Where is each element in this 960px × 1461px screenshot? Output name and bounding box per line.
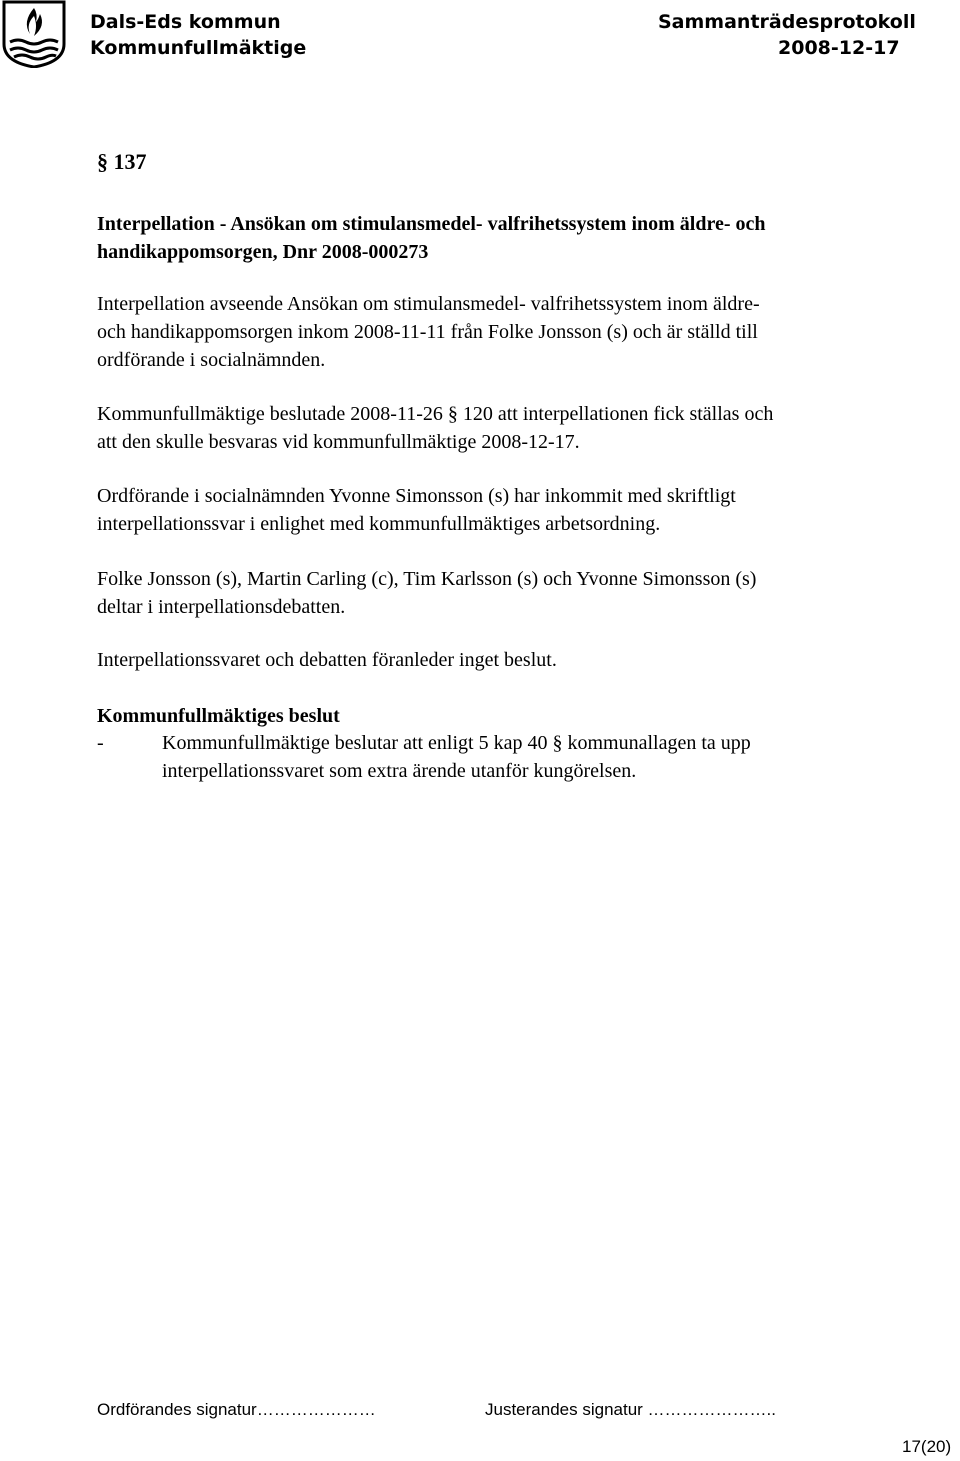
paragraph-line: Interpellationssvaret och debatten föranleder inget beslut. bbox=[97, 649, 557, 671]
body-name: Kommunfullmäktige bbox=[90, 37, 307, 59]
decision-line: Kommunfullmäktige beslutar att enligt 5 kap 40 § kommunallagen ta upp bbox=[162, 732, 751, 754]
paragraph-line: deltar i interpellationsdebatten. bbox=[97, 596, 346, 618]
paragraph-line: Kommunfullmäktige beslutade 2008-11-26 § 120 att interpellationen fick ställas och bbox=[97, 403, 774, 425]
paragraph bbox=[97, 565, 917, 621]
paragraph-line: att den skulle besvaras vid kommunfullmäktige 2008-12-17. bbox=[97, 431, 580, 453]
section-title bbox=[97, 210, 766, 266]
coat-of-arms-logo bbox=[0, 0, 68, 68]
document-type: Sammanträdesprotokoll bbox=[658, 11, 916, 33]
section-title-line: Interpellation - Ansökan om stimulansmedel- valfrihetssystem inom äldre- och bbox=[97, 213, 766, 235]
municipality-name: Dals-Eds kommun bbox=[90, 11, 281, 33]
decision-text bbox=[162, 729, 902, 785]
paragraph bbox=[97, 400, 917, 456]
decision-heading: Kommunfullmäktiges beslut bbox=[97, 705, 340, 727]
paragraph bbox=[97, 482, 917, 538]
paragraph-line: ordförande i socialnämnden. bbox=[97, 349, 326, 371]
paragraph bbox=[97, 646, 917, 674]
paragraph-line: Folke Jonsson (s), Martin Carling (c), Tim Karlsson (s) och Yvonne Simonsson (s) bbox=[97, 568, 757, 590]
meeting-date: 2008-12-17 bbox=[778, 37, 900, 59]
page-number: 17(20) bbox=[902, 1437, 952, 1456]
paragraph-line: interpellationssvar i enlighet med kommunfullmäktiges arbetsordning. bbox=[97, 513, 661, 535]
decision-line: interpellationssvaret som extra ärende utanför kungörelsen. bbox=[162, 760, 637, 782]
section-number: § 137 bbox=[97, 149, 147, 174]
chair-signature-field: Ordförandes signatur………………… bbox=[97, 1400, 376, 1419]
paragraph bbox=[97, 290, 917, 374]
paragraph-line: Interpellation avseende Ansökan om stimulansmedel- valfrihetssystem inom äldre- bbox=[97, 293, 760, 315]
decision-bullet-dash: - bbox=[97, 732, 104, 754]
paragraph-line: Ordförande i socialnämnden Yvonne Simonsson (s) har inkommit med skriftligt bbox=[97, 485, 736, 507]
section-title-line: handikappomsorgen, Dnr 2008-000273 bbox=[97, 241, 429, 263]
paragraph-line: och handikappomsorgen inkom 2008-11-11 från Folke Jonsson (s) och är ställd till bbox=[97, 321, 758, 343]
adjuster-signature-field: Justerandes signatur ………………….. bbox=[485, 1400, 776, 1419]
